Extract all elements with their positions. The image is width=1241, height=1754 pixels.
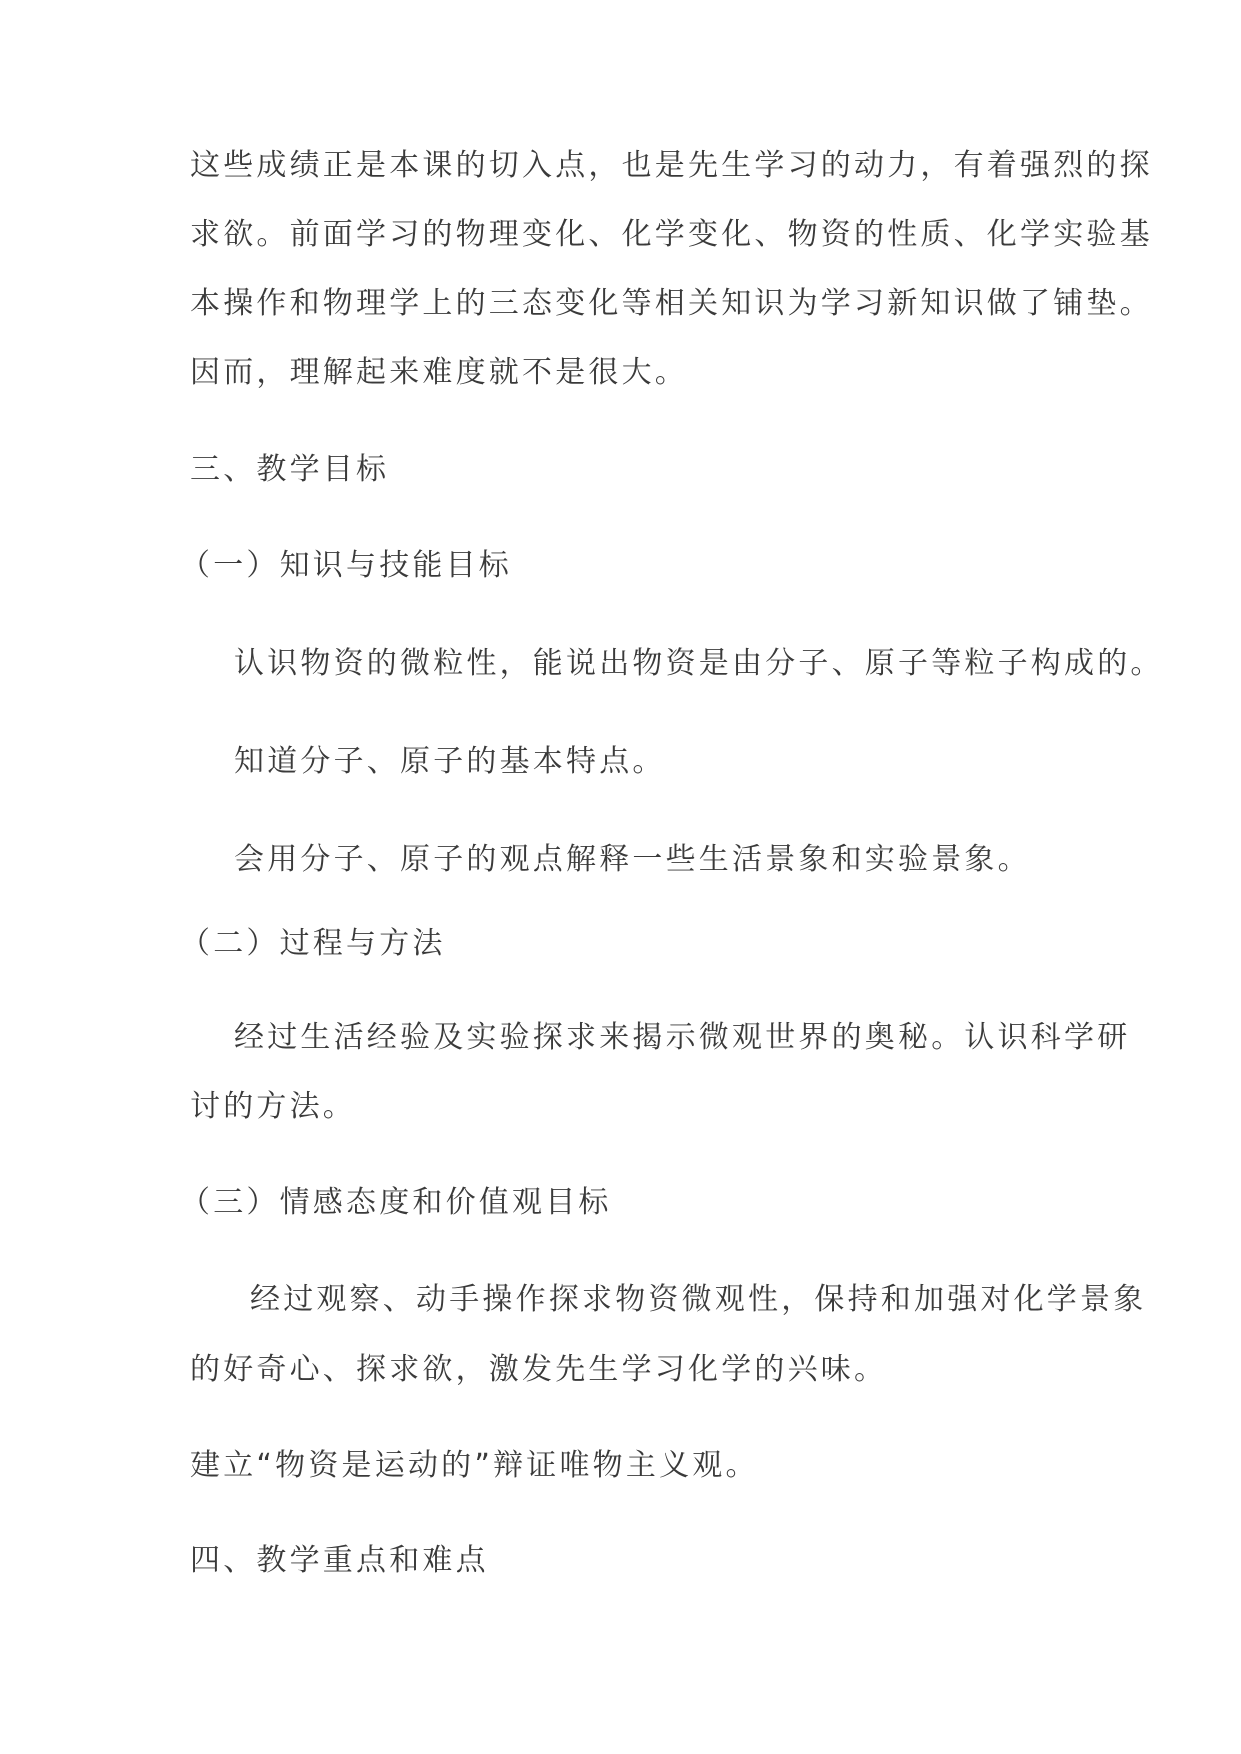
intro-line-1: 这些成绩正是本课的切入点，也是先生学习的动力，有着强烈的探: [190, 148, 1153, 183]
knowledge-item-2: 知道分子、原子的基本特点。: [234, 744, 666, 779]
subsection-heading-knowledge: （一）知识与技能目标: [180, 548, 512, 583]
intro-paragraph: [190, 146, 1153, 393]
subsection-heading-attitude: （三）情感态度和价值观目标: [180, 1185, 612, 1220]
process-line-1: 经过生活经验及实验探求来揭示微观世界的奥秘。认识科学研: [234, 1020, 1131, 1055]
intro-line-3: 本操作和物理学上的三态变化等相关知识为学习新知识做了铺垫。: [190, 286, 1153, 321]
section-heading-3: 三、教学目标: [190, 452, 390, 487]
knowledge-item-3: 会用分子、原子的观点解释一些生活景象和实验景象。: [234, 842, 1031, 877]
intro-line-4: 因而，理解起来难度就不是很大。: [190, 355, 688, 390]
subsection-heading-process: （二）过程与方法: [180, 926, 446, 961]
intro-line-2: 求欲。前面学习的物理变化、化学变化、物资的性质、化学实验基: [190, 217, 1153, 252]
knowledge-item-1: 认识物资的微粒性，能说出物资是由分子、原子等粒子构成的。: [234, 646, 1164, 681]
attitude-line-1: 经过观察、动手操作探求物资微观性，保持和加强对化学景象: [250, 1282, 1147, 1317]
attitude-extra-line: 建立“物资是运动的”辩证唯物主义观。: [190, 1448, 759, 1483]
section-heading-4: 四、教学重点和难点: [190, 1543, 489, 1578]
attitude-line-2: 的好奇心、探求欲，激发先生学习化学的兴味。: [190, 1352, 888, 1387]
process-line-2: 讨的方法。: [190, 1089, 356, 1124]
